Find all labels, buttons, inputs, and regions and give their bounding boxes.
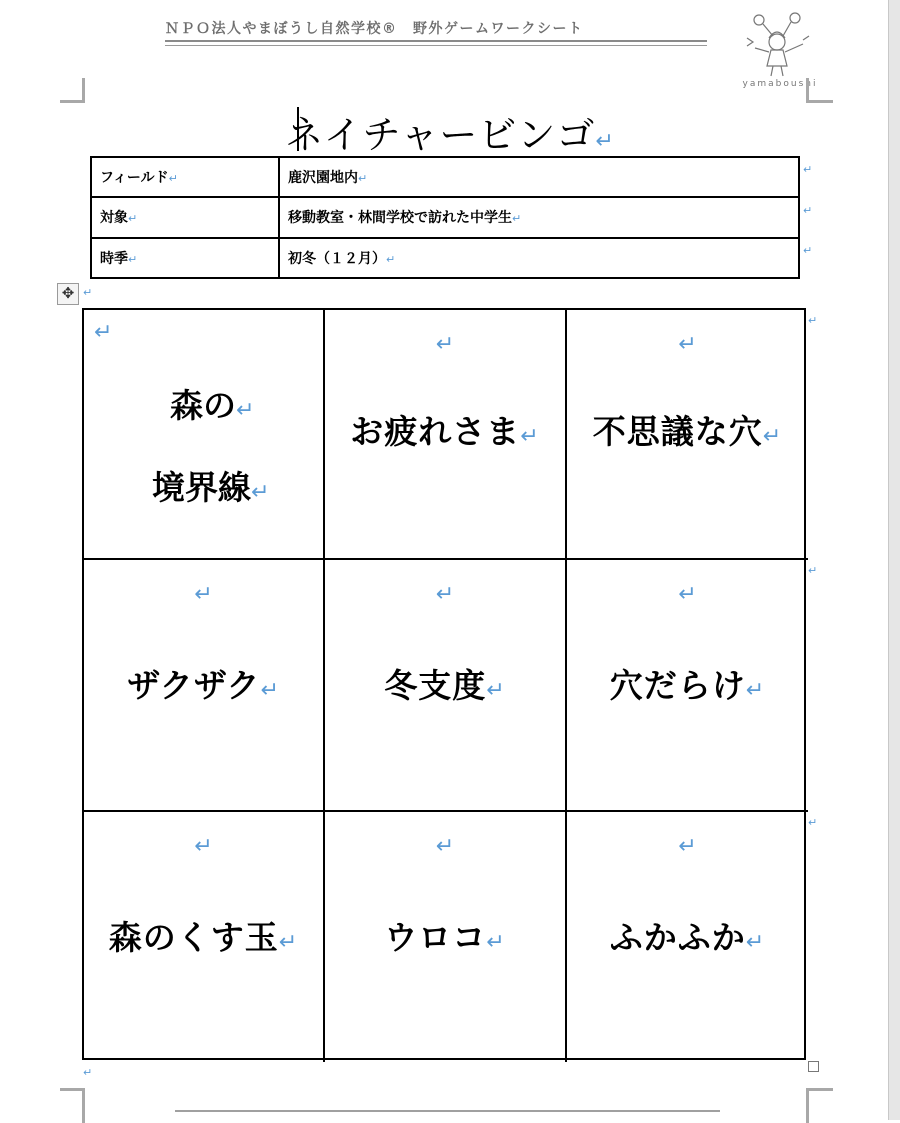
bingo-cell[interactable] xyxy=(325,560,567,812)
bingo-cell[interactable] xyxy=(325,812,567,1062)
bingo-word: 森の xyxy=(170,386,236,425)
bingo-word: ザクザク xyxy=(127,666,261,705)
info-label-cell[interactable] xyxy=(91,157,279,197)
paragraph-mark: ↵ xyxy=(678,834,697,859)
info-label: 対象 xyxy=(100,210,128,227)
info-row-target xyxy=(91,197,799,237)
paragraph-mark: ↵ xyxy=(386,252,396,266)
footer-rule xyxy=(175,1110,720,1112)
paragraph-mark: ↵ xyxy=(595,129,615,154)
logo-wordmark: yamaboushi xyxy=(742,79,818,89)
paragraph-mark: ↵ xyxy=(435,582,455,607)
info-label: フィールド xyxy=(100,170,169,187)
paragraph-mark: ↵ xyxy=(83,1066,93,1079)
info-label: 時季 xyxy=(100,250,128,267)
paragraph-mark: ↵ xyxy=(251,480,270,505)
window-scroll-edge xyxy=(888,0,900,1120)
info-value: 初冬（１２月） xyxy=(288,250,386,267)
crop-mark-bottom-right xyxy=(806,1088,833,1123)
crop-mark-bottom-left xyxy=(60,1088,85,1123)
bingo-word: 森のくす玉 xyxy=(108,918,279,957)
crop-mark-top-right xyxy=(806,78,833,103)
paragraph-mark: ↵ xyxy=(745,678,766,703)
bingo-word: お疲れさま xyxy=(350,412,521,451)
bingo-word: 不思議な穴 xyxy=(592,412,763,451)
paragraph-mark: ↵ xyxy=(128,212,138,226)
paragraph-mark: ↵ xyxy=(678,582,697,607)
info-label-cell[interactable] xyxy=(91,238,279,278)
info-table xyxy=(90,156,800,279)
document-title[interactable] xyxy=(0,104,900,159)
paragraph-mark: ↵ xyxy=(745,930,766,955)
info-label-cell[interactable] xyxy=(91,197,279,237)
paragraph-mark: ↵ xyxy=(260,678,280,703)
paragraph-mark: ↵ xyxy=(678,332,697,357)
paragraph-mark: ↵ xyxy=(486,678,506,703)
bingo-cell[interactable] xyxy=(567,310,808,560)
bingo-cell[interactable] xyxy=(325,310,567,560)
info-value-cell[interactable] xyxy=(279,238,799,278)
move-handle-icon[interactable]: ✥ xyxy=(57,283,79,305)
bingo-word: ふかふか xyxy=(609,918,746,957)
paragraph-mark: ↵ xyxy=(236,398,255,423)
bingo-word-line xyxy=(170,380,254,427)
bingo-word-line xyxy=(152,462,269,509)
info-row-field xyxy=(91,157,799,197)
paragraph-mark: ↵ xyxy=(358,172,368,186)
info-value: 鹿沢園地内 xyxy=(288,170,358,187)
bingo-word: 穴だらけ xyxy=(609,666,746,705)
bingo-grid xyxy=(82,308,806,1060)
crop-mark-top-left xyxy=(60,78,85,103)
bingo-cell[interactable] xyxy=(84,560,325,812)
row-end-mark: ↵ xyxy=(808,314,818,327)
info-value-cell[interactable] xyxy=(279,157,799,197)
paragraph-mark: ↵ xyxy=(278,930,299,955)
paragraph-mark: ↵ xyxy=(128,252,138,266)
paragraph-mark: ↵ xyxy=(762,424,783,449)
bingo-cell[interactable] xyxy=(84,812,325,1062)
bingo-cell[interactable] xyxy=(84,310,325,560)
row-end-mark: ↵ xyxy=(803,163,813,176)
paragraph-mark: ↵ xyxy=(435,332,455,357)
bingo-cell[interactable] xyxy=(567,812,808,1062)
paragraph-mark: ↵ xyxy=(512,212,522,226)
paragraph-mark: ↵ xyxy=(94,320,113,345)
info-value-cell[interactable] xyxy=(279,197,799,237)
info-value: 移動教室・林間学校で訪れた中学生 xyxy=(288,210,512,227)
header-rule-thin xyxy=(165,45,707,46)
bingo-word: 冬支度 xyxy=(384,666,487,705)
row-end-mark: ↵ xyxy=(803,204,813,217)
paragraph-mark: ↵ xyxy=(486,930,506,955)
paragraph-mark: ↵ xyxy=(83,286,93,299)
bingo-cell[interactable] xyxy=(567,560,808,812)
header-text: ＮＰＯ法人やまぼうし自然学校® 野外ゲームワークシート xyxy=(165,21,584,37)
header-rule xyxy=(165,40,707,42)
row-end-mark: ↵ xyxy=(808,564,818,577)
row-end-mark: ↵ xyxy=(803,244,813,257)
row-end-mark: ↵ xyxy=(808,816,818,829)
paragraph-mark: ↵ xyxy=(520,424,540,449)
bingo-word: ウロコ xyxy=(384,918,487,957)
bingo-word: 境界線 xyxy=(152,468,251,507)
info-row-season xyxy=(91,238,799,278)
paragraph-mark: ↵ xyxy=(194,582,213,607)
document-title-text[interactable]: ネイチャービンゴ xyxy=(285,113,596,157)
paragraph-mark: ↵ xyxy=(194,834,213,859)
paragraph-mark: ↵ xyxy=(435,834,455,859)
resize-handle-icon[interactable] xyxy=(808,1061,819,1072)
paragraph-mark: ↵ xyxy=(168,172,178,186)
